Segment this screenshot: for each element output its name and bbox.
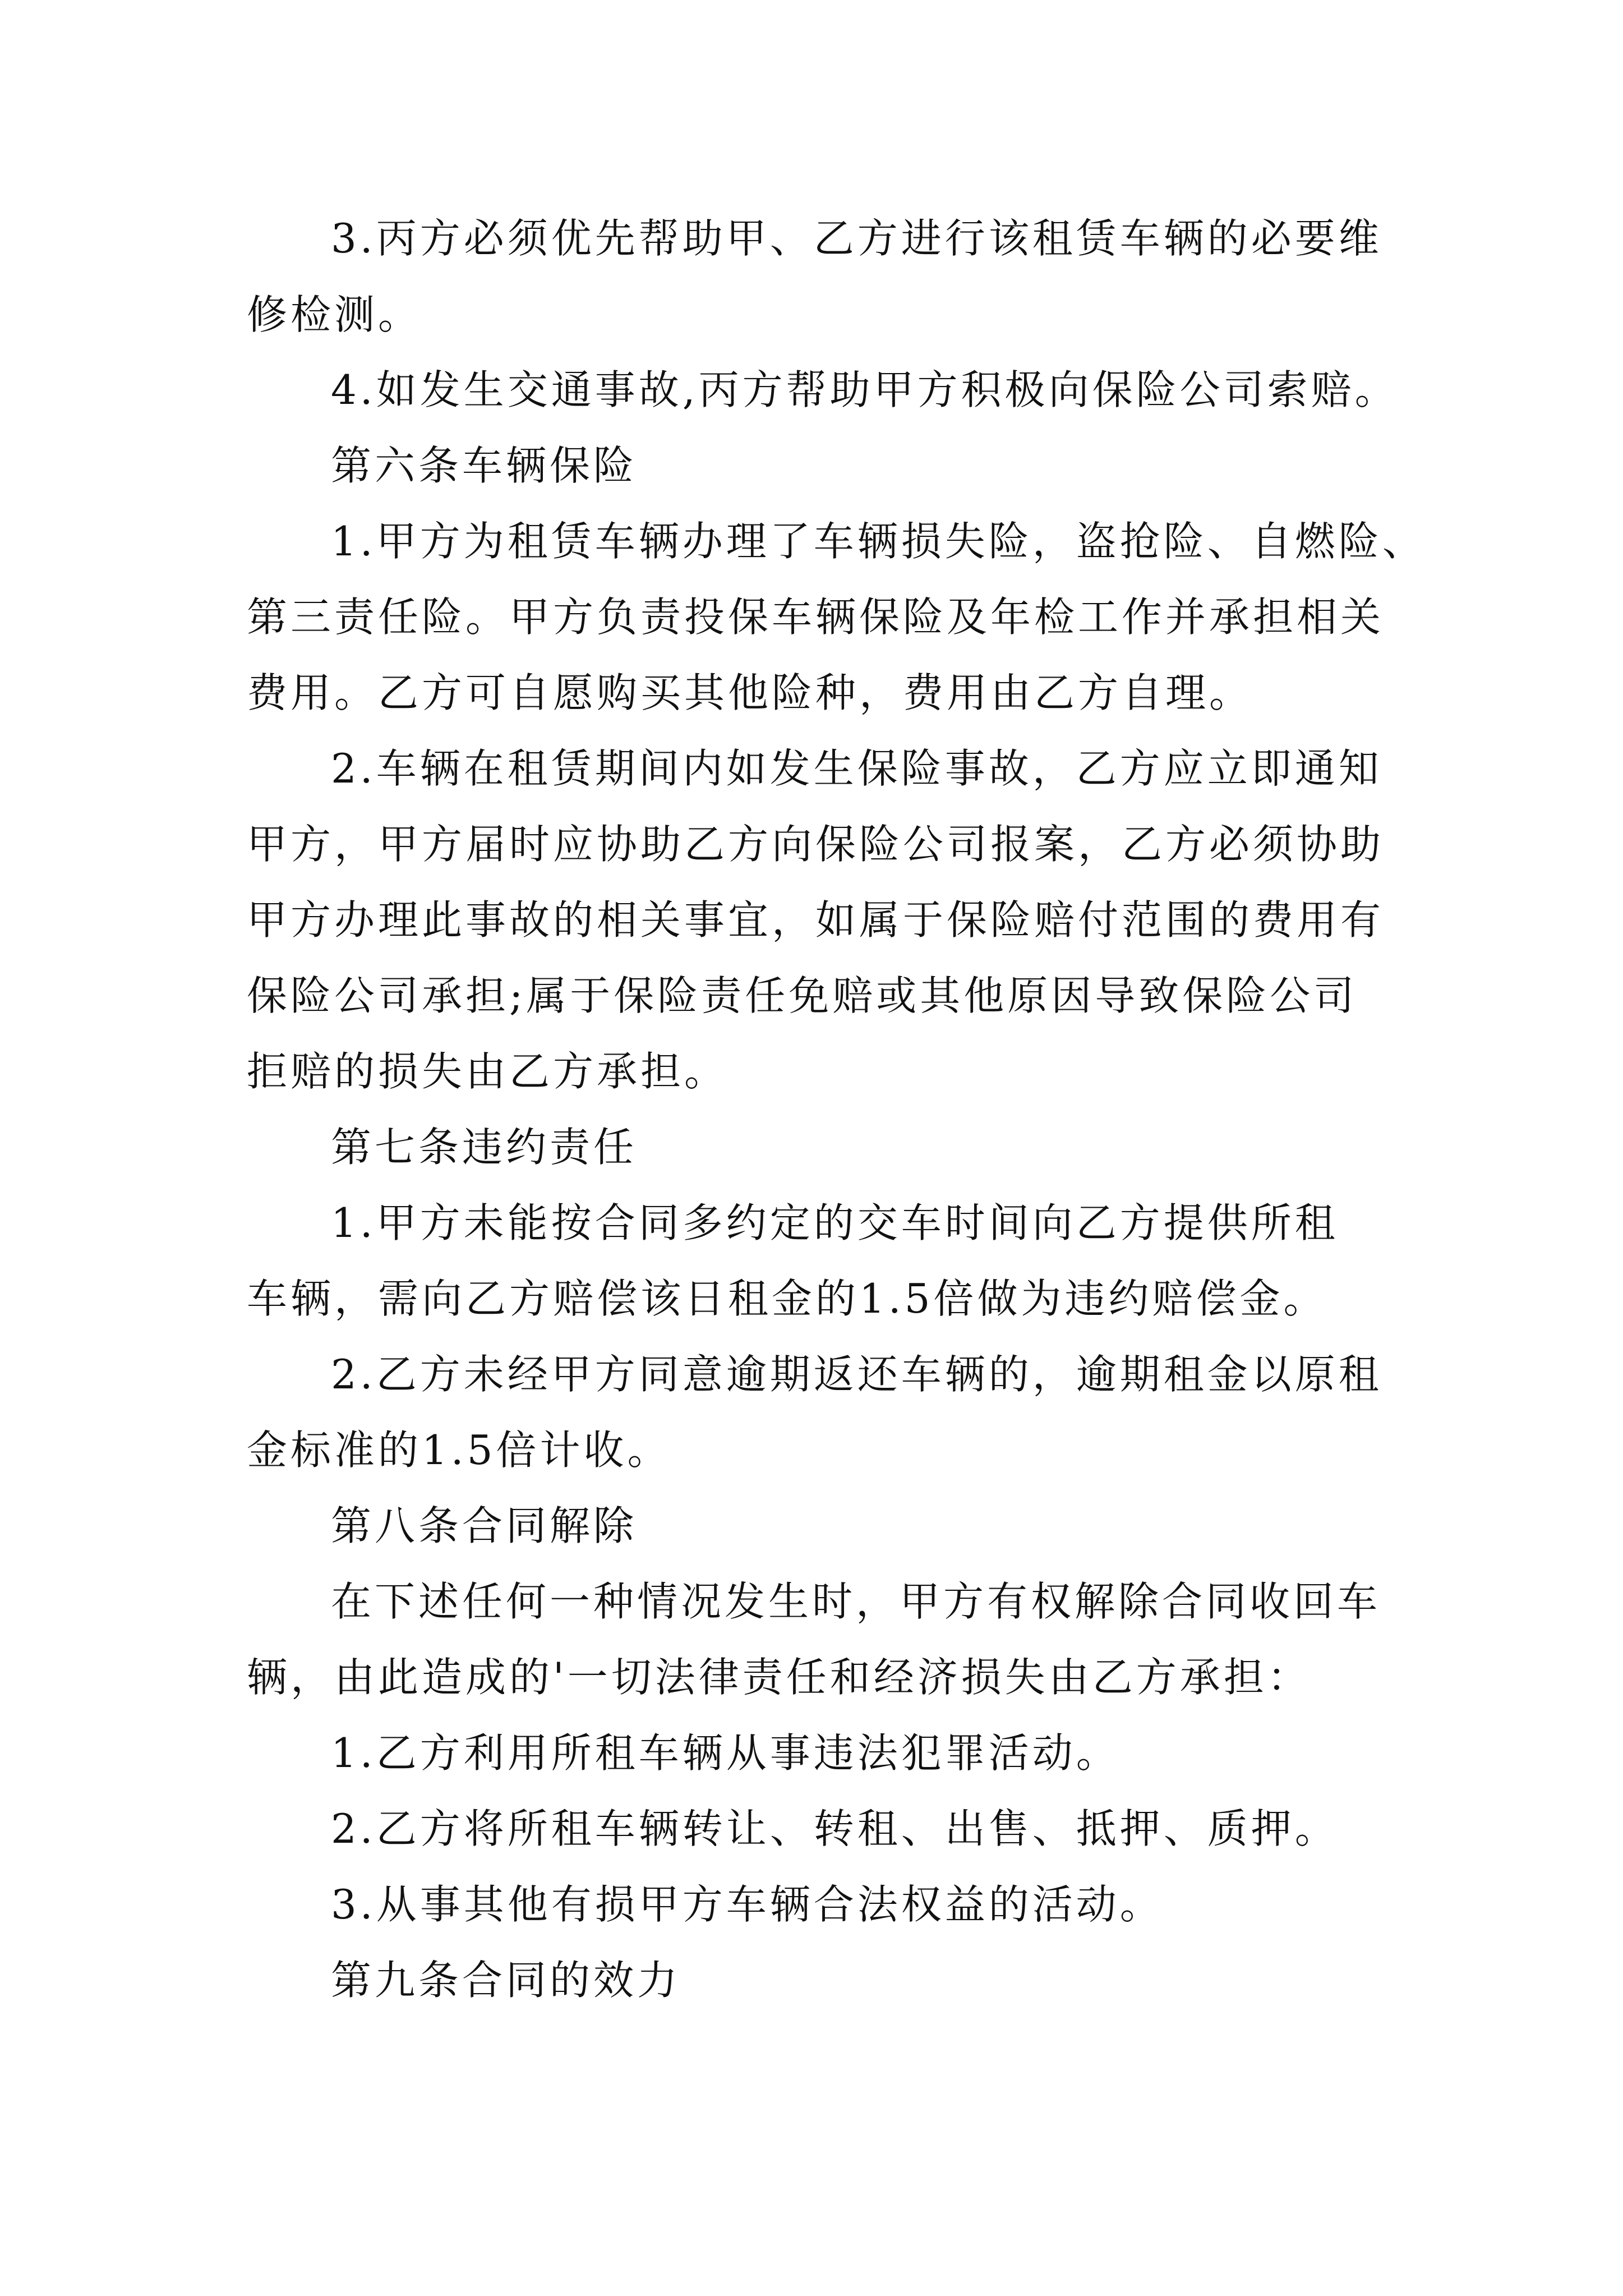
paragraph-line: 1.乙方利用所租车辆从事违法犯罪活动。	[331, 1729, 1120, 1777]
paragraph-line: 1.甲方为租赁车辆办理了车辆损失险，盗抢险、自燃险、	[331, 518, 1426, 565]
paragraph-line: 2.乙方将所租车辆转让、转租、出售、抵押、质押。	[331, 1805, 1339, 1852]
paragraph-line: 辆，由此造成的'一切法律责任和经济损失由乙方承担：	[247, 1654, 1311, 1701]
paragraph-line: 在下述任何一种情况发生时，甲方有权解除合同收回车	[331, 1578, 1381, 1625]
section-heading: 第七条违约责任	[331, 1124, 638, 1171]
paragraph-line: 费用。乙方可自愿购买其他险种，费用由乙方自理。	[247, 669, 1253, 716]
paragraph-line: 3.从事其他有损甲方车辆合法权益的活动。	[331, 1881, 1164, 1928]
paragraph-line: 2.车辆在租赁期间内如发生保险事故，乙方应立即通知	[331, 745, 1382, 792]
section-heading: 第八条合同解除	[331, 1502, 638, 1549]
paragraph-line: 第三责任险。甲方负责投保车辆保险及年检工作并承担相关	[247, 593, 1385, 641]
paragraph-line: 1.甲方未能按合同多约定的交车时间向乙方提供所租	[331, 1199, 1339, 1246]
paragraph-line: 修检测。	[247, 291, 422, 338]
paragraph-line: 金标准的1.5倍计收。	[247, 1427, 671, 1474]
paragraph-line: 4.如发生交通事故,丙方帮助甲方积极向保险公司索赔。	[331, 366, 1399, 413]
section-heading: 第九条合同的效力	[331, 1957, 681, 2004]
section-heading: 第六条车辆保险	[331, 442, 638, 489]
paragraph-line: 车辆，需向乙方赔偿该日租金的1.5倍做为违约赔偿金。	[247, 1275, 1327, 1322]
paragraph-line: 甲方办理此事故的相关事宜，如属于保险赔付范围的费用有	[247, 896, 1385, 944]
paragraph-line: 拒赔的损失由乙方承担。	[247, 1048, 728, 1095]
paragraph-line: 2.乙方未经甲方同意逾期返还车辆的，逾期租金以原租	[331, 1351, 1382, 1398]
paragraph-line: 3.丙方必须优先帮助甲、乙方进行该租赁车辆的必要维	[331, 215, 1382, 262]
paragraph-line: 保险公司承担;属于保险责任免赔或其他原因导致保险公司	[247, 972, 1358, 1019]
paragraph-line: 甲方，甲方届时应协助乙方向保险公司报案，乙方必须协助	[247, 821, 1385, 868]
